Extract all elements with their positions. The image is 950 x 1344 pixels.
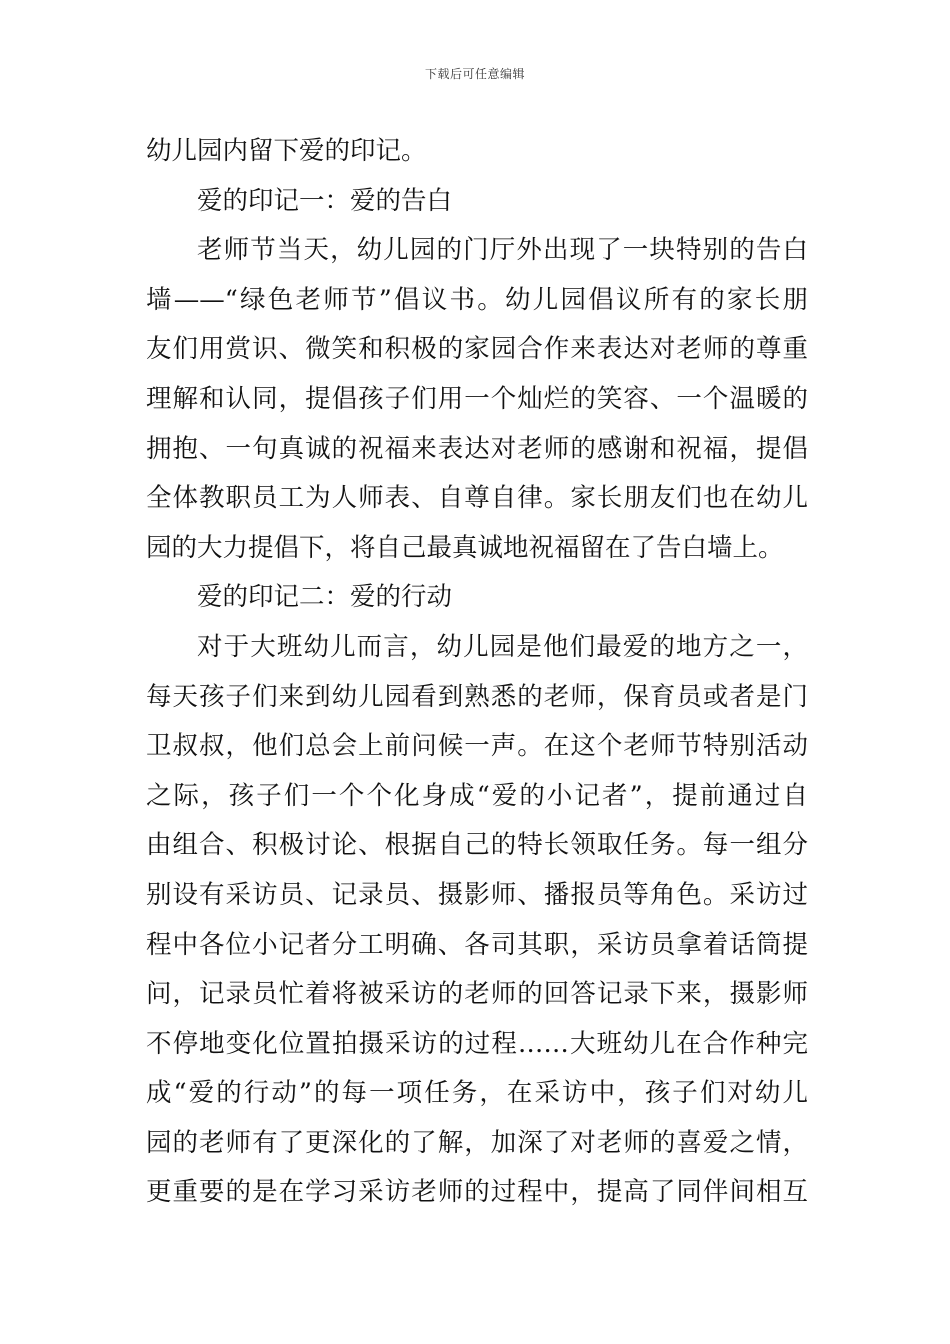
body-line: 全体教职员工为人师表、自尊自律。家长朋友们也在幼儿 [146,483,808,514]
page-header: 下载后可任意编辑 [424,67,525,81]
body-line: 成“爱的行动”的每一项任务，在采访中，孩子们对幼儿 [146,1078,808,1109]
body-line: 别设有采访员、记录员、摄影师、播报员等角色。采访过 [146,879,808,910]
body-line: 对于大班幼儿而言，幼儿园是他们最爱的地方之一， [197,631,808,662]
body-line: 园的老师有了更深化的了解，加深了对老师的喜爱之情， [146,1127,808,1158]
body-line: 墙——“绿色老师节”倡议书。幼儿园倡议所有的家长朋 [146,284,808,315]
body-line: 友们用赏识、微笑和积极的家园合作来表达对老师的尊重 [146,334,808,365]
body-line: 拥抱、一句真诚的祝福来表达对老师的感谢和祝福，提倡 [146,433,808,464]
body-line: 幼儿园内留下爱的印记。 [146,136,427,166]
body-line: 更重要的是在学习采访老师的过程中，提高了同伴间相互 [146,1177,808,1208]
body-line: 不停地变化位置拍摄采访的过程……大班幼儿在合作种完 [146,1028,808,1059]
section-heading: 爱的印记二：爱的行动 [197,582,453,613]
body-line: 问，记录员忙着将被采访的老师的回答记录下来，摄影师 [146,979,808,1010]
document-body [146,127,808,1218]
body-line: 理解和认同，提倡孩子们用一个灿烂的笑容、一个温暖的 [146,383,808,414]
body-line: 老师节当天，幼儿园的门厅外出现了一块特别的告白 [197,235,808,266]
section-heading: 爱的印记一：爱的告白 [197,185,453,216]
body-line: 程中各位小记者分工明确、各司其职，采访员拿着话筒提 [146,929,808,960]
body-line: 卫叔叔，他们总会上前问候一声。在这个老师节特别活动 [146,731,808,762]
body-line: 之际，孩子们一个个化身成“爱的小记者”，提前通过自 [146,780,808,811]
body-line: 园的大力提倡下，将自己最真诚地祝福留在了告白墙上。 [146,532,784,563]
body-line: 每天孩子们来到幼儿园看到熟悉的老师，保育员或者是门 [146,681,808,712]
body-line: 由组合、积极讨论、根据自己的特长领取任务。每一组分 [146,830,808,861]
